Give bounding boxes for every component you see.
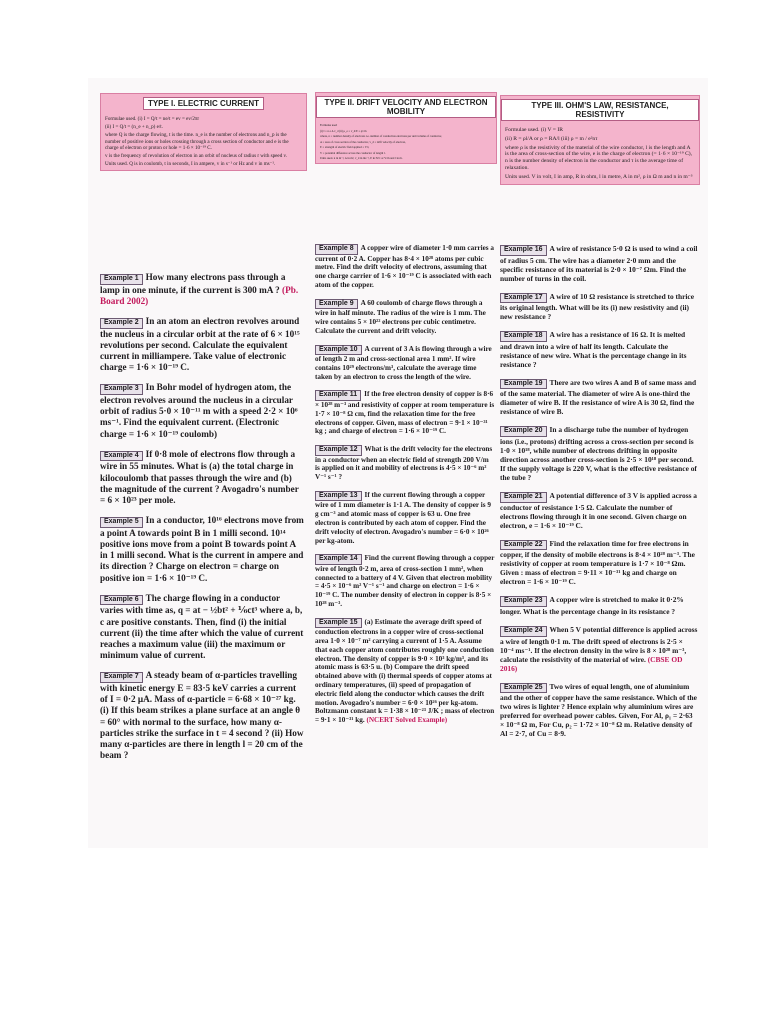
example-label: Example 17 <box>500 293 547 304</box>
example-text: A 60 coulomb of charge flows through a wire in half minute. The radius of the wire is 1 mm. The wire contains 5 × 10²² electrons per cubic centimetre. Calculate the current and drift velocity. <box>315 298 486 335</box>
example-label: Example 16 <box>500 245 547 256</box>
example-label: Example 13 <box>315 491 362 502</box>
example-item <box>500 491 698 530</box>
formula-block <box>316 122 496 164</box>
example-text: How many electrons pass through a lamp in one minute, if the current is 300 mA ? <box>100 272 286 295</box>
example-label: Example 9 <box>315 299 358 310</box>
formula-line: Units used. V in volt, I in amp, R in ohm, l in metre, A in m², ρ in Ω m and n in m⁻³ <box>505 173 693 180</box>
example-source: (NCERT Solved Example) <box>364 716 448 725</box>
section-header-type3 <box>500 95 700 185</box>
formula-line: V = potential difference across the conductor of length l. <box>320 150 386 155</box>
example-item <box>500 378 698 417</box>
example-text: If the current flowing through a copper wire of 1 mm diameter is 1·1 A. The density of copper is 9 g cm⁻³ and atomic mass of copper is 63 u. One free electron is contributed by each atom of copper. Find the drift velocity of electron. Avogadro's number = 6·0 × 10²⁶ per kg-atom. <box>315 490 491 545</box>
formula-line: Units used. n in m⁻³, A in m², v_d in ms⁻¹, E in N/C or V/m and l in m. <box>320 156 403 161</box>
example-text: If 0·8 mole of electrons flow through a wire in 55 minutes. What is (a) the total charge in kilocoulomb that passes through the wire and (b) the magnitude of the current ? Avogadro's number = 6 × 10²³ per mole. <box>100 448 299 505</box>
example-label: Example 3 <box>100 384 143 395</box>
example-item <box>500 330 698 369</box>
example-item <box>100 272 305 307</box>
example-item <box>500 595 698 616</box>
example-item <box>100 449 305 506</box>
formula-line: E = strength of electric field applied = V/l, <box>320 145 370 150</box>
example-item <box>315 618 495 725</box>
example-item <box>315 390 495 436</box>
example-text: A wire of 10 Ω resistance is stretched to thrice its original length. What will be its (i) new resistivity and (ii) new resistance ? <box>500 291 694 322</box>
column-left <box>100 272 305 771</box>
column-right <box>500 244 698 747</box>
section-tag: TYPE III. OHM'S LAW, RESISTANCE, RESISTIVITY <box>501 99 699 121</box>
example-source: (CBSE OD 2016) <box>500 654 683 673</box>
example-text: What is the drift velocity for the electrons in a conductor when an electric field of strength 200 V/m is applied on it and mobility of electrons is 4·5 × 10⁻⁶ m² V⁻¹ s⁻¹ ? <box>315 445 493 482</box>
example-text: When 5 V potential difference is applied across a wire of length 0·1 m. The drift speed of electrons is 2·5 × 10⁻⁴ ms⁻¹. If the electron density in the wire is 8 × 10²⁸ m⁻³, calculate the resistivity of the material of wire. <box>500 625 698 664</box>
section-tag: TYPE II. DRIFT VELOCITY AND ELECTRON MOBILITY <box>316 96 496 118</box>
example-label: Example 5 <box>100 517 143 528</box>
formula-line: A = area of cross section of the conductor, v_d = drift velocity of electron, <box>320 139 406 144</box>
example-label: Example 14 <box>315 554 362 565</box>
example-text: A steady beam of α-particles travelling with kinetic energy E = 83·5 keV carries a current of I = 0·2 μA. Mass of α-particle = 6·68 × 10⁻²⁷ kg. (i) If this beam strikes a plane surface at an angle θ = 60° with normal to the surface, how many α-particles strike the surface in t = 4 second ? (ii) How many α-particles are there in length l = 20 cm of the beam ? <box>100 670 304 761</box>
formula-line: Formulae used. (i) I = Q/t = ne/t = ev = ev/2πr <box>105 116 200 122</box>
example-text: If the free electron density of copper is 8·6 × 10²⁸ m⁻³ and resistivity of copper at room temperature is 1·7 × 10⁻⁸ Ω cm, find the relaxation time for the free electrons of copper. Given, mass of electron = 9·1 × 10⁻³¹ kg ; and charge of electron = 1·6 × 10⁻¹⁹ C. <box>315 390 495 436</box>
example-item <box>500 244 698 283</box>
example-item <box>100 515 305 584</box>
formula-block <box>501 125 699 185</box>
example-label: Example 1 <box>100 274 143 285</box>
formula-line: (ii) I = Q/t = (n_e + n_p) e/t. <box>105 124 163 131</box>
formula-line: Units used. Q is in coulomb, t in seconds, I in ampere, v in s⁻¹ or Hz and v in ms⁻¹. <box>105 161 276 168</box>
example-label: Example 24 <box>500 626 547 637</box>
example-item <box>500 625 698 673</box>
example-text: Find the relaxation time for free electrons in copper, if the density of mobile electrons is 8·4 × 10²⁸ m⁻³. The resistivity of copper at room temperature is 1·7 × 10⁻⁸ Ωm. Given : mass of electron = 9·11 × 10⁻³¹ kg and charge on electron = 1·6 × 10⁻¹⁹ C. <box>500 538 695 587</box>
column-middle <box>315 244 495 734</box>
example-label: Example 22 <box>500 540 547 551</box>
example-item <box>500 292 698 322</box>
example-label: Example 6 <box>100 595 143 606</box>
example-text: The charge flowing in a conductor varies with time as, q = at − ½bt² + ⅙ct³ where a, b, c are positive constants. Then, find (i) the initial current (ii) the time after which the value of current reaches a maximum value (iii) the maximum or minimum value of current. <box>100 592 304 661</box>
example-item <box>500 539 698 587</box>
example-label: Example 10 <box>315 345 362 356</box>
example-label: Example 23 <box>500 596 547 607</box>
section-header-type1 <box>100 93 307 171</box>
example-item <box>315 345 495 382</box>
example-text: Two wires of equal length, one of aluminium and the other of copper have the same resistance. Which of the two wires is lighter ? Hence explain why aluminium wires are preferred for overhead power cables. Given, For Al, ρ₁ = 2·63 × 10⁻⁸ Ω m, For Cu, ρ₂ = 1·72 × 10⁻⁸ Ω m. Relative density of Al = 2·7, of Cu = 8·9. <box>500 681 697 739</box>
example-label: Example 8 <box>315 244 358 255</box>
example-item <box>315 244 495 290</box>
example-label: Example 25 <box>500 683 547 694</box>
formula-line: v is the frequency of revolution of electron in an orbit of nucleus of radius r with speed v. <box>105 153 288 160</box>
example-label: Example 21 <box>500 492 547 503</box>
example-item <box>100 382 305 439</box>
example-text: Find the current flowing through a copper wire of length 0·2 m, area of cross-section 1 mm², when connected to a battery of 4 V. Given that electron mobility = 4·5 × 10⁻⁶ m² V⁻¹ s⁻¹ and charge on electron = 1·6 × 10⁻¹⁹ C. The number density of electron in copper is 8·5 × 10²⁸ m⁻³. <box>315 554 495 609</box>
example-text: (a) Estimate the average drift speed of conduction electrons in a copper wire of cross-sectional area 1·0 × 10⁻⁷ m² carrying a current of 1·5 A. Assume that each copper atom contributes roughly one conduction electron. The density of copper is 9·0 × 10³ kg/m³, and its atomic mass is 63·5 u. (b) Compare the drift speed obtained above with (i) thermal speeds of copper atoms at ordinary temperatures, (ii) speed of propagation of electric field along the conductor which causes the drift motion. Avogadro's number = 6·0 × 10²⁶ per kg-atom. Boltzmann constant k = 1·38 × 10⁻²³ J/K ; mass of electron = 9·1 × 10⁻³¹ kg. <box>315 617 495 725</box>
formula-line: where, n = number density of electrons i.e. number of conduction electrons per unit volume of conductor, <box>320 134 442 139</box>
example-text: In an atom an electron revolves around the nucleus in a circular orbit at the rate of 6 × 10¹⁵ revolutions per second. Calculate the equivalent current in milliampere. Take value of electronic charge = 1·6 × 10⁻¹⁹ C. <box>100 315 300 373</box>
example-label: Example 4 <box>100 451 143 462</box>
example-label: Example 19 <box>500 379 547 390</box>
example-item <box>315 299 495 336</box>
formula-line: Formulae used. (i) V = IR <box>505 127 563 133</box>
example-text: There are two wires A and B of same mass and of the same material. The diameter of wire A is one-third the diameter of wire B. If the resistance of wire A is 30 Ω, find the resistance of wire B. <box>500 377 697 417</box>
formula-line: Formulae used <box>320 123 338 127</box>
example-text: A current of 3 A is flowing through a wire of length 2 m and cross-sectional area 1 mm². If wire contains 10²⁹ electrons/m³, calculate the average time taken by an electron to cross the length of the wire. <box>315 344 492 381</box>
example-item <box>500 425 698 482</box>
example-text: A copper wire of diameter 1·0 mm carries a current of 0·2 A. Copper has 8·4 × 10²⁸ atoms per cubic metre. Find the drift velocity of electrons, assuming that one charge carrier of 1·6 × 10⁻¹⁹ C is associated with each atom of the copper. <box>315 244 494 289</box>
example-item <box>315 554 495 608</box>
example-label: Example 20 <box>500 426 547 437</box>
example-label: Example 12 <box>315 445 362 456</box>
formula-line: (i) I = n e A v_d (ii) μ_e = v_d/E = qτ/m <box>320 128 367 133</box>
example-item <box>100 316 305 373</box>
example-label: Example 7 <box>100 672 143 683</box>
example-label: Example 15 <box>315 618 362 629</box>
section-tag: TYPE I. ELECTRIC CURRENT <box>143 97 264 110</box>
formula-line: (ii) R = ρl/A or ρ = RA/l (iii) ρ = m / e²nτ <box>505 135 598 142</box>
example-item <box>315 445 495 482</box>
example-item <box>100 593 305 662</box>
example-text: A copper wire is stretched to make it 0·2% longer. What is the percentage change in its resistance ? <box>500 595 684 616</box>
formula-line: where Q is the charge flowing, t is the time. n_e is the number of electrons and n_p is the number of positive ions or holes crossing through a cross section of conductor and e is the charge of electron or proton or hole = 1·6 × 10⁻¹⁹ C. <box>105 132 289 151</box>
formula-block <box>101 114 306 171</box>
example-item <box>500 682 698 739</box>
example-text: In Bohr model of hydrogen atom, the electron revolves around the nucleus in a circular orbit of radius 5·0 × 10⁻¹¹ m with a speed 2·2 × 10⁶ ms⁻¹. Find the equivalent current. (Electronic charge = 1·6 × 10⁻¹⁹ coulomb) <box>100 382 298 439</box>
example-text: A wire of resistance 5·0 Ω is used to wind a coil of radius 5 cm. The wire has a diameter 2·0 mm and the specific resistance of its material is 2·0 × 10⁻⁷ Ωm. Find the number of turns in the coil. <box>500 244 698 283</box>
example-text: In a conductor, 10¹⁶ electrons move from a point A towards point B in 1 milli second. 10¹⁴ positive ions move from a point B towards point A in 1 milli second. What is the current in ampere and its direction ? Charge on electron = charge on positive ion = 1·6 × 10⁻¹⁹ C. <box>100 515 304 583</box>
example-source: (Pb. Board 2002) <box>100 284 299 306</box>
example-label: Example 2 <box>100 318 143 329</box>
example-label: Example 11 <box>315 390 361 401</box>
section-header-type2 <box>315 92 497 164</box>
example-item <box>315 491 495 545</box>
formula-line: where ρ is the resistivity of the material of the wire conductor, l is the length and A is the area of cross-section of the wire, e is the charge of electron (= 1·6 × 10⁻¹⁹ C), n is the number density of electron in the conductor and τ is the average time of relaxation. <box>505 144 693 172</box>
example-item <box>100 670 305 761</box>
example-text: A potential difference of 3 V is applied across a conductor of resistance 1·5 Ω. Calculate the number of electrons flowing through it in one second. Given charge on electron, e = 1·6 × 10⁻¹⁹ C. <box>500 491 698 530</box>
example-label: Example 18 <box>500 331 547 342</box>
example-text: In a discharge tube the number of hydrogen ions (i.e., protons) drifting across a cross-section per second is 1·0 × 10¹⁸, while number of electrons drifting in opposite direction across another cross-section is 2·5 × 10¹⁸ per second. If the supply voltage is 220 V, what is the effective resistance of the tube ? <box>500 425 697 483</box>
example-text: A wire has a resistance of 16 Ω. It is melted and drawn into a wire of half its length. Calculate the resistance of new wire. What is the percentage change in its resistance ? <box>500 330 687 369</box>
